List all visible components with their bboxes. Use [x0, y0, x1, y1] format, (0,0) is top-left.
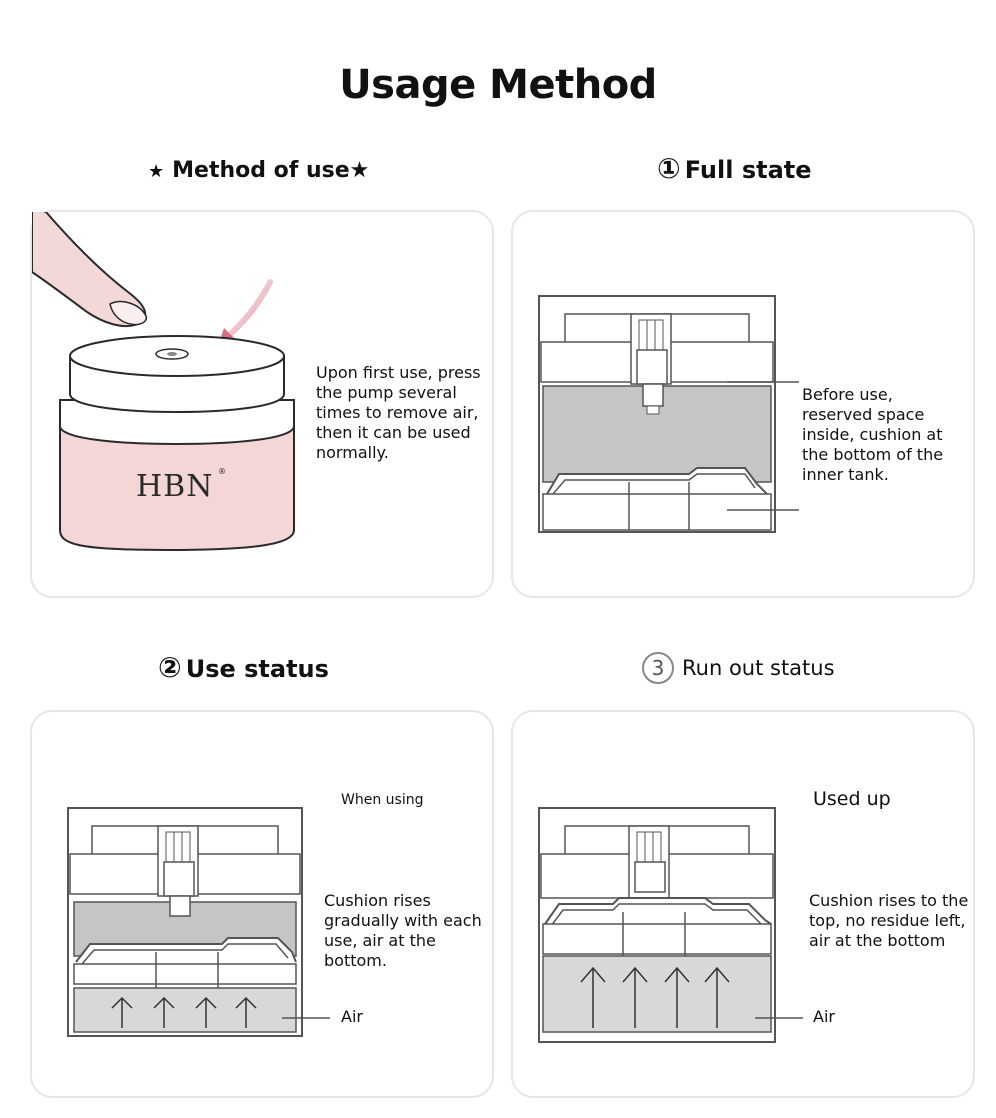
press-arrow-icon	[228, 282, 270, 336]
page-title: Usage Method	[339, 62, 657, 108]
circled-number-1: ①	[657, 152, 681, 185]
circled-number-3: 3	[642, 652, 674, 684]
svg-text:®: ®	[218, 467, 226, 476]
air-label: Air	[813, 1007, 835, 1026]
star-icon: ★	[148, 161, 165, 182]
run-out-note: Cushion rises to the top, no residue left, air at the bottom	[809, 891, 969, 950]
card-run-out-status	[511, 710, 975, 1098]
air-label: Air	[341, 1007, 363, 1026]
air-region	[74, 988, 296, 1032]
card-method-of-use	[30, 210, 494, 598]
heading-text: Method of use★	[172, 158, 370, 183]
brand-logo: HBN	[136, 469, 214, 504]
section-heading-use	[158, 651, 329, 684]
use-status-note: Cushion rises gradually with each use, air at the bottom.	[324, 891, 482, 970]
heading-text: Full state	[684, 156, 812, 184]
section-heading-method	[148, 158, 369, 183]
circled-number-2: ②	[158, 651, 182, 684]
use-status-label: When using	[341, 792, 424, 808]
full-state-note: Before use, reserved space inside, cushion at the bottom of the inner tank.	[802, 385, 944, 484]
section-heading-full	[657, 152, 812, 185]
method-note: Upon first use, press the pump several times to remove air, then it can be used normally.	[316, 363, 481, 462]
card-use-status	[30, 710, 494, 1098]
heading-text: Run out status	[682, 656, 835, 680]
section-heading-runout	[642, 652, 835, 684]
air-region	[543, 956, 771, 1032]
card-full-state	[511, 210, 975, 598]
run-out-label: Used up	[813, 788, 891, 810]
heading-text: Use status	[185, 655, 329, 683]
